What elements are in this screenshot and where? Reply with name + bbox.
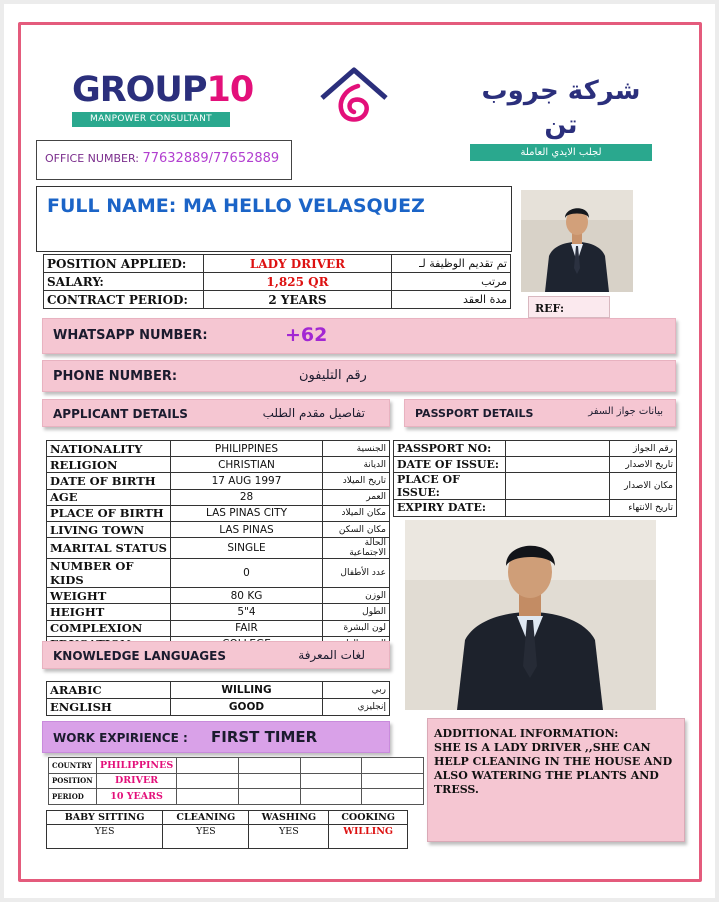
logo-tagline: MANPOWER CONSULTANT: [72, 112, 230, 127]
contract-value: 2 YEARS: [204, 291, 392, 309]
passport-arabic: تاريخ الانتهاء: [610, 500, 677, 516]
office-number-label: OFFICE NUMBER:: [45, 152, 143, 165]
passport-value: [506, 500, 610, 516]
table-row: [394, 441, 677, 457]
applicant-value: 5"4: [171, 604, 323, 620]
table-row: [47, 620, 390, 636]
language-arabic: إنجليزي: [323, 699, 390, 716]
passport-value: [506, 441, 610, 457]
full-name: FULL NAME: MA HELLO VELASQUEZ: [47, 195, 425, 217]
passport-details-label: PASSPORT DETAILS: [415, 407, 534, 420]
applicant-key: MARITAL STATUS: [47, 538, 171, 559]
applicant-arabic: تاريخ الميلاد: [323, 473, 390, 489]
whatsapp-label: WHATSAPP NUMBER:: [53, 328, 208, 343]
arabic-logo-name: شركة جروب تن: [481, 76, 641, 140]
table-row: [44, 291, 511, 309]
language-key: ENGLISH: [47, 699, 171, 716]
position-table: [43, 254, 511, 309]
applicant-arabic: الديانة: [323, 457, 390, 473]
passport-key: PLACE OF ISSUE:: [394, 473, 506, 500]
applicant-table: [46, 440, 390, 653]
additional-information-text: SHE IS A LADY DRIVER ,,SHE CAN HELP CLEANING IN THE HOUSE AND ALSO WATERING THE PLANTS AND TRESS.: [434, 741, 673, 796]
applicant-key: AGE: [47, 489, 171, 505]
table-row: [47, 457, 390, 473]
table-row: [47, 473, 390, 489]
logo-number: 10: [206, 70, 254, 110]
applicant-details-header: [42, 399, 390, 427]
applicant-arabic: الحالة الاجتماعية: [323, 538, 390, 559]
applicant-value: SINGLE: [171, 538, 323, 559]
table-row: [47, 521, 390, 537]
work-value: DRIVER: [96, 773, 176, 789]
table-row: [394, 457, 677, 473]
applicant-arabic: مكان السكن: [323, 521, 390, 537]
table-row: [44, 255, 511, 273]
position-arabic: تم تقديم الوظيفة لـ: [392, 255, 511, 273]
full-name-box: [36, 186, 512, 252]
language-value: GOOD: [171, 699, 323, 716]
passport-key: DATE OF ISSUE:: [394, 457, 506, 473]
arabic-logo: [470, 74, 652, 161]
contract-arabic: مدة العقد: [392, 291, 511, 309]
applicant-key: NATIONALITY: [47, 441, 171, 457]
ref-box: REF:: [528, 296, 610, 318]
applicant-value: 80 KG: [171, 588, 323, 604]
applicant-key: DATE OF BIRTH: [47, 473, 171, 489]
table-row: [44, 273, 511, 291]
work-value: 10 YEARS: [96, 789, 176, 805]
applicant-key: LIVING TOWN: [47, 521, 171, 537]
table-row: [47, 441, 390, 457]
table-row: [47, 825, 408, 849]
office-number-value: 77632889/77652889: [142, 151, 280, 166]
applicant-value: FAIR: [171, 620, 323, 636]
phone-label: PHONE NUMBER:: [53, 369, 178, 384]
skill-name: WASHING: [249, 811, 329, 825]
work-key: POSITION: [49, 773, 97, 789]
applicant-key: WEIGHT: [47, 588, 171, 604]
applicant-details-arabic: تفاصيل مقدم الطلب: [262, 406, 365, 420]
additional-information-box: [427, 718, 685, 842]
applicant-key: PLACE OF BIRTH: [47, 505, 171, 521]
contract-label: CONTRACT PERIOD:: [44, 291, 204, 309]
table-row: [49, 773, 424, 789]
person-portrait-icon: [521, 190, 633, 292]
passport-value: [506, 457, 610, 473]
applicant-key: NUMBER OF KIDS: [47, 559, 171, 588]
office-number-box: [36, 140, 292, 180]
passport-details-header: [404, 399, 676, 427]
work-value: PHILIPPINES: [96, 758, 176, 774]
applicant-arabic: الطول: [323, 604, 390, 620]
skill-value: YES: [47, 825, 163, 849]
language-arabic: ربي: [323, 682, 390, 699]
applicant-arabic: عدد الأطفال: [323, 559, 390, 588]
skill-name: BABY SITTING: [47, 811, 163, 825]
work-experience-value: FIRST TIMER: [211, 728, 318, 746]
table-row: [47, 811, 408, 825]
passport-arabic: رقم الجواز: [610, 441, 677, 457]
table-row: [394, 473, 677, 500]
applicant-details-label: APPLICANT DETAILS: [53, 407, 188, 421]
additional-information-title: ADDITIONAL INFORMATION:: [434, 727, 619, 740]
languages-label: KNOWLEDGE LANGUAGES: [53, 649, 226, 663]
whatsapp-number: +62: [285, 324, 328, 346]
knowledge-languages-header: [42, 641, 390, 669]
work-key: COUNTRY: [49, 758, 97, 774]
salary-arabic: مرتب: [392, 273, 511, 291]
applicant-photo-small: [521, 190, 633, 292]
skill-value: WILLING: [329, 825, 408, 849]
work-experience-table: [48, 757, 424, 805]
languages-arabic: لغات المعرفة: [298, 648, 365, 662]
applicant-key: COMPLEXION: [47, 620, 171, 636]
applicant-arabic: مكان الميلاد: [323, 505, 390, 521]
skill-value: YES: [163, 825, 249, 849]
skill-name: COOKING: [329, 811, 408, 825]
phone-banner: [42, 360, 676, 392]
applicant-arabic: العمر: [323, 489, 390, 505]
table-row: [47, 682, 390, 699]
language-value: WILLING: [171, 682, 323, 699]
applicant-arabic: لون البشرة: [323, 620, 390, 636]
table-row: [47, 505, 390, 521]
table-row: [47, 604, 390, 620]
language-key: ARABIC: [47, 682, 171, 699]
table-row: [47, 489, 390, 505]
table-row: [47, 538, 390, 559]
applicant-value: CHRISTIAN: [171, 457, 323, 473]
languages-table: [46, 681, 390, 716]
position-label: POSITION APPLIED:: [44, 255, 204, 273]
skill-name: CLEANING: [163, 811, 249, 825]
whatsapp-banner: [42, 318, 676, 354]
passport-key: EXPIRY DATE:: [394, 500, 506, 516]
table-row: [394, 500, 677, 516]
person-portrait-icon: [405, 520, 656, 710]
table-row: [47, 588, 390, 604]
work-experience-label: WORK EXPIRIENCE :: [53, 731, 188, 745]
applicant-key: HEIGHT: [47, 604, 171, 620]
skills-table: [46, 810, 408, 849]
passport-key: PASSPORT NO:: [394, 441, 506, 457]
applicant-photo-large: [405, 520, 656, 710]
salary-value: 1,825 QR: [204, 273, 392, 291]
passport-arabic: مكان الاصدار: [610, 473, 677, 500]
applicant-value: 17 AUG 1997: [171, 473, 323, 489]
applicant-arabic: الوزن: [323, 588, 390, 604]
passport-table: [393, 440, 677, 517]
passport-value: [506, 473, 610, 500]
applicant-value: 0: [171, 559, 323, 588]
applicant-value: LAS PINAS: [171, 521, 323, 537]
work-key: PERIOD: [49, 789, 97, 805]
house-emblem-icon: [318, 64, 390, 126]
passport-arabic: تاريخ الاصدار: [610, 457, 677, 473]
skill-value: YES: [249, 825, 329, 849]
group10-logo: [72, 70, 254, 127]
position-value: LADY DRIVER: [204, 255, 392, 273]
table-row: [49, 789, 424, 805]
passport-details-arabic: بيانات جواز السفر: [588, 406, 663, 417]
salary-label: SALARY:: [44, 273, 204, 291]
work-experience-banner: [42, 721, 390, 753]
table-row: [49, 758, 424, 774]
table-row: [47, 559, 390, 588]
applicant-value: PHILIPPINES: [171, 441, 323, 457]
applicant-value: LAS PINAS CITY: [171, 505, 323, 521]
applicant-arabic: الجنسية: [323, 441, 390, 457]
table-row: [47, 699, 390, 716]
phone-arabic: رقم التليفون: [299, 368, 367, 383]
applicant-value: 28: [171, 489, 323, 505]
arabic-logo-tagline: لجلب الايدي العاملة: [470, 144, 652, 161]
logo-word: GROUP: [72, 70, 207, 110]
applicant-key: RELIGION: [47, 457, 171, 473]
